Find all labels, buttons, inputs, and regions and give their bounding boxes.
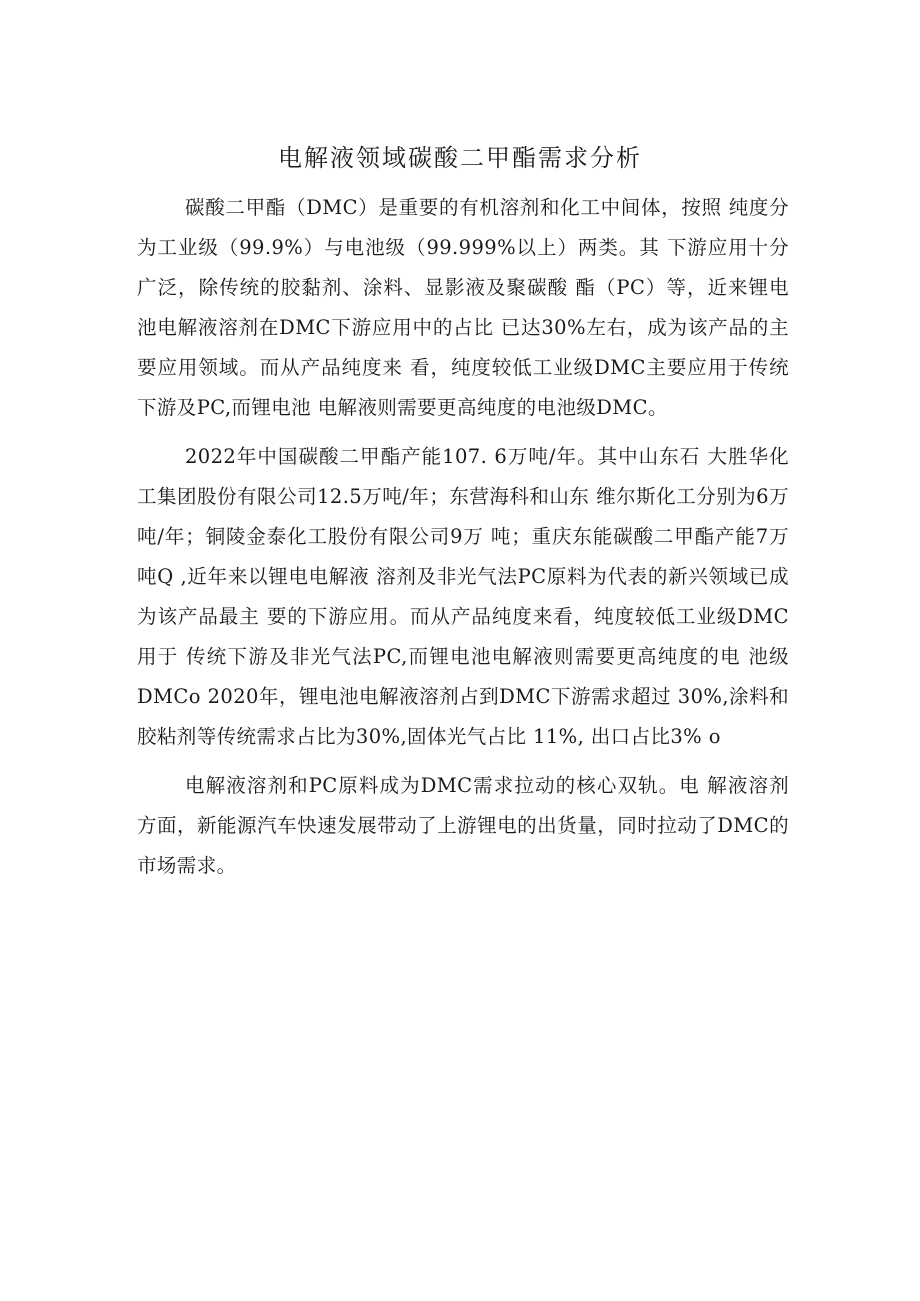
paragraph-dmc-overview: 碳酸二甲酯（DMC）是重要的有机溶剂和化工中间体，按照 纯度分为工业级（99.9%）与电池级（99.999%以上）两类。其 下游应用十分广泛，除传统的胶黏剂、涂料、显影液及聚碳酸 酯（PC）等，近来锂电池电解液溶剂在DMC下游应用中的占比 已达30%左右，成为该产品的主要应用领域。而从产品纯度来 看，纯度较低工业级DMC主要应用于传统下游及PC,而锂电池 电解液则需要更高纯度的电池级DMC。	[137, 196, 789, 419]
document-body	[137, 188, 789, 886]
paragraph-capacity: 2022年中国碳酸二甲酯产能107. 6万吨/年。其中山东石 大胜华化工集团股份有限公司12.5万吨/年；东营海科和山东 维尔斯化工分别为6万吨/年；铜陵金泰化工股份有限公司9万 吨；重庆东能碳酸二甲酯产能7万吨Q ,近年来以锂电电解液 溶剂及非光气法PC原料为代表的新兴领域已成为该产品最主 要的下游应用。而从产品纯度来看，纯度较低工业级DMC用于 传统下游及非光气法PC,而锂电池电解液则需要更高纯度的电 池级DMCo 2020年，锂电池电解液溶剂占到DMC下游需求超过 30%,涂料和胶粘剂等传统需求占比为30%,固体光气占比 11%, 出口占比3% o	[137, 445, 789, 748]
paragraph-demand-drivers: 电解液溶剂和PC原料成为DMC需求拉动的核心双轨。电 解液溶剂方面，新能源汽车快速发展带动了上游锂电的出货量，同时拉动了DMC的市场需求。	[137, 774, 789, 877]
document-title: 电解液领域碳酸二甲酯需求分析	[278, 144, 642, 172]
